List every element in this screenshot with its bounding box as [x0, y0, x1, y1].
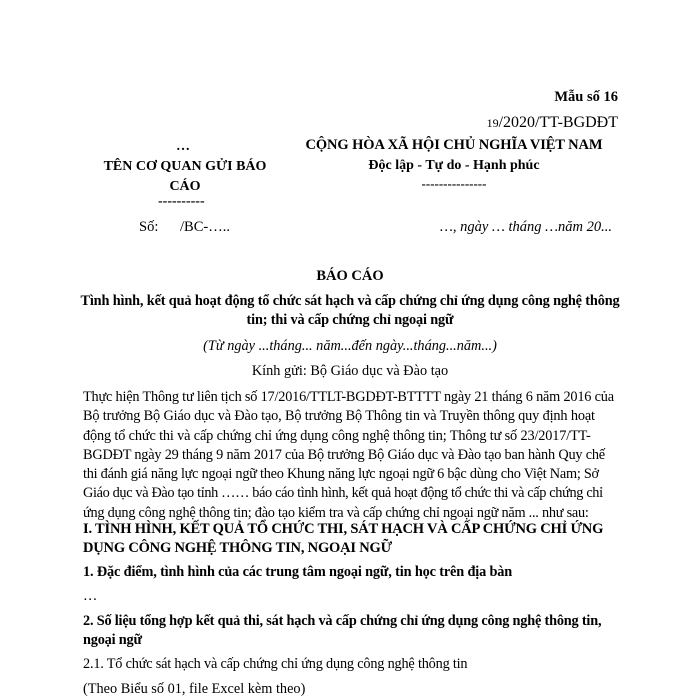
document-number-value: /BC-…..: [180, 219, 230, 235]
section-1-heading-line2: DỤNG CÔNG NGHỆ THÔNG TIN, NGOẠI NGỮ: [83, 540, 392, 556]
circular-suffix: /2020/TT-BGDĐT: [498, 114, 618, 131]
item-2-heading-line2: ngoại ngữ: [83, 632, 142, 648]
item-2-1-note: (Theo Biểu số 01, file Excel kèm theo): [83, 681, 306, 697]
report-period: (Từ ngày ...tháng... năm...đến ngày...tháng...năm...): [203, 338, 497, 354]
paragraph-line: Thực hiện Thông tư liên tịch số 17/2016/TTLT-BGDĐT-BTTTT ngày 21 tháng 6 năm 2016 của: [83, 389, 614, 405]
report-subtitle: [40, 292, 660, 330]
report-title: BÁO CÁO: [316, 268, 384, 284]
nation-name: CỘNG HÒA XÃ HỘI CHỦ NGHĨA VIỆT NAM: [305, 137, 603, 153]
report-subtitle-line1: Tình hình, kết quả hoạt động tổ chức sát hạch và cấp chứng chỉ ứng dụng công nghệ thông: [80, 293, 620, 309]
section-1-heading-line1: I. TÌNH HÌNH, KẾT QUẢ TỔ CHỨC THI, SÁT HẠCH VÀ CẤP CHỨNG CHỈ ỨNG: [83, 521, 604, 537]
paragraph-line: Bộ trưởng Bộ Giáo dục và Đào tạo, Bộ trưởng Bộ Thông tin và Truyền thông quy định hoạt: [83, 408, 595, 425]
item-2-heading: [83, 612, 601, 650]
paragraph-line: thi đánh giá năng lực ngoại ngữ theo Khung năng lực ngoại ngữ 6 bậc dùng cho Việt Nam; Sở: [83, 466, 599, 483]
item-1-heading: 1. Đặc điểm, tình hình của các trung tâm ngoại ngữ, tin học trên địa bàn: [83, 564, 513, 580]
paragraph-line: động tổ chức thi và cấp chứng chỉ ứng dụng công nghệ thông tin; Thông tư số 23/2017/TT-: [83, 427, 591, 444]
report-recipient: Kính gửi: Bộ Giáo dục và Đào tạo: [251, 363, 449, 379]
item-1-content: …: [83, 588, 98, 604]
section-1-heading: [83, 520, 603, 558]
document-number-label: Số:: [139, 219, 159, 235]
document-date: …, ngày … tháng …năm 20...: [440, 219, 612, 235]
agency-underline: ----------: [158, 194, 205, 209]
agency-dots: …: [176, 139, 190, 154]
paragraph-line: ứng dụng công nghệ thông tin; đào tạo kiểm tra và cấp chứng chỉ ngoại ngữ năm ... như sau:: [83, 504, 589, 521]
report-subtitle-line2: tin; thi và cấp chứng chỉ ngoại ngữ: [246, 312, 454, 328]
nation-motto: Độc lập - Tự do - Hạnh phúc: [368, 158, 540, 173]
item-2-1-heading: 2.1. Tổ chức sát hạch và cấp chứng chỉ ứng dụng công nghệ thông tin: [83, 656, 468, 672]
agency-name-line2: CÁO: [169, 179, 201, 194]
circular-reference: [487, 114, 618, 132]
form-number: Mẫu số 16: [554, 89, 618, 105]
item-2-heading-line1: 2. Số liệu tổng hợp kết quả thi, sát hạch và cấp chứng chỉ ứng dụng công nghệ thông tin,: [83, 613, 602, 629]
nation-underline: ---------------: [421, 176, 487, 191]
agency-name: [95, 157, 275, 197]
agency-name-line1: TÊN CƠ QUAN GỬI BÁO: [103, 159, 267, 174]
paragraph-line: Giáo dục và Đào tạo tỉnh …… báo cáo tình hình, kết quả hoạt động tổ chức thi và cấp chứng chỉ: [83, 485, 603, 502]
circular-prefix: 19: [486, 116, 499, 130]
intro-paragraph: [83, 388, 631, 523]
paragraph-line: BGDĐT ngày 29 tháng 9 năm 2017 của Bộ trưởng Bộ Giáo dục và Đào tạo ban hành Quy chế: [83, 446, 605, 463]
